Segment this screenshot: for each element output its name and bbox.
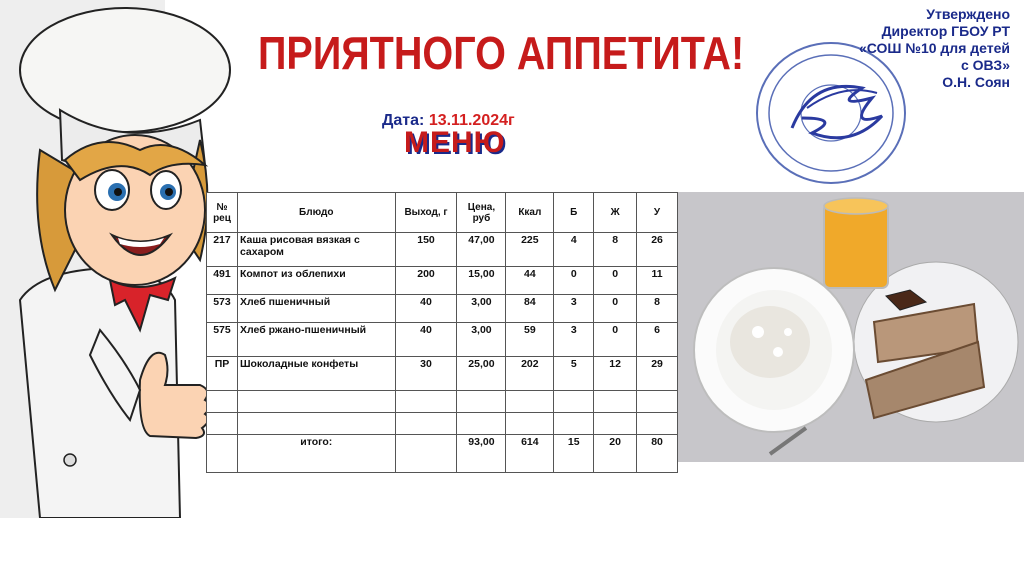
table-cell [237, 391, 395, 413]
table-cell [207, 413, 238, 435]
table-cell: 6 [637, 323, 678, 357]
table-cell: Каша рисовая вязкая с сахаром [237, 233, 395, 267]
header-cell: Ж [594, 193, 637, 233]
table-cell: 47,00 [457, 233, 506, 267]
date-label: Дата: [382, 112, 425, 129]
meal-photo [678, 192, 1024, 462]
table-cell: 26 [637, 233, 678, 267]
table-cell: 150 [395, 233, 457, 267]
table-cell: Компот из облепихи [237, 267, 395, 295]
table-row [207, 357, 678, 391]
table-cell [457, 413, 506, 435]
total-fat: 20 [594, 435, 637, 473]
table-cell: 40 [395, 295, 457, 323]
table-row [207, 233, 678, 267]
menu-title: МЕНЮ [404, 126, 506, 159]
table-cell: 44 [506, 267, 554, 295]
header-cell: № рец [207, 193, 238, 233]
header-cell: Выход, г [395, 193, 457, 233]
table-cell: 3 [554, 295, 594, 323]
approval-line: Директор ГБОУ РТ [881, 23, 1010, 39]
header-cell: У [637, 193, 678, 233]
table-cell: 30 [395, 357, 457, 391]
header-cell: Б [554, 193, 594, 233]
table-cell: 8 [594, 233, 637, 267]
table-cell: 217 [207, 233, 238, 267]
table-cell: 12 [594, 357, 637, 391]
table-cell: 25,00 [457, 357, 506, 391]
table-cell: Хлеб ржано-пшеничный [237, 323, 395, 357]
table-header-row [207, 193, 678, 233]
table-cell [506, 413, 554, 435]
table-cell [395, 391, 457, 413]
table-row [207, 391, 678, 413]
table-cell: 0 [594, 323, 637, 357]
header-cell: Ккал [506, 193, 554, 233]
approval-line: О.Н. Соян [942, 74, 1010, 90]
total-label: итого: [237, 435, 395, 473]
table-cell: 84 [506, 295, 554, 323]
approval-line: «СОШ №10 для детей [858, 40, 1010, 56]
table-cell: 3 [554, 323, 594, 357]
table-cell: 0 [594, 295, 637, 323]
table-cell: 575 [207, 323, 238, 357]
table-cell [554, 391, 594, 413]
table-cell: Хлеб пшеничный [237, 295, 395, 323]
date-value: 13.11.2024г [428, 112, 515, 129]
table-cell [237, 413, 395, 435]
header-cell: Цена, руб [457, 193, 506, 233]
table-cell: 29 [637, 357, 678, 391]
table-cell [506, 391, 554, 413]
table-cell [457, 391, 506, 413]
total-kcal: 614 [506, 435, 554, 473]
table-cell [207, 435, 238, 473]
table-cell: 0 [594, 267, 637, 295]
total-protein: 15 [554, 435, 594, 473]
table-cell: 225 [506, 233, 554, 267]
total-price: 93,00 [457, 435, 506, 473]
approval-block [820, 6, 1010, 91]
table-cell: 11 [637, 267, 678, 295]
table-cell [594, 413, 637, 435]
header-cell: Блюдо [237, 193, 395, 233]
table-cell [637, 413, 678, 435]
table-cell: 5 [554, 357, 594, 391]
menu-table [206, 192, 678, 473]
meal-photo-image [678, 192, 1024, 462]
table-cell: 3,00 [457, 323, 506, 357]
table-row [207, 267, 678, 295]
table-total-row [207, 435, 678, 473]
table-cell [594, 391, 637, 413]
approval-line: с ОВЗ» [960, 57, 1010, 73]
table-cell [395, 413, 457, 435]
table-cell: 40 [395, 323, 457, 357]
table-cell [554, 413, 594, 435]
table-cell: 4 [554, 233, 594, 267]
table-cell: 15,00 [457, 267, 506, 295]
table-cell: 59 [506, 323, 554, 357]
table-cell: 3,00 [457, 295, 506, 323]
table-cell: 0 [554, 267, 594, 295]
total-carbs: 80 [637, 435, 678, 473]
table-cell: Шоколадные конфеты [237, 357, 395, 391]
approval-line: Утверждено [926, 6, 1010, 22]
table-cell [637, 391, 678, 413]
table-cell [207, 391, 238, 413]
table-cell: 491 [207, 267, 238, 295]
table-cell [395, 435, 457, 473]
table-cell: 573 [207, 295, 238, 323]
table-cell: 202 [506, 357, 554, 391]
table-cell: ПР [207, 357, 238, 391]
table-row [207, 413, 678, 435]
headline: ПРИЯТНОГО АППЕТИТА! [258, 27, 745, 79]
table-row [207, 295, 678, 323]
table-cell: 8 [637, 295, 678, 323]
table-cell: 200 [395, 267, 457, 295]
table-row [207, 323, 678, 357]
